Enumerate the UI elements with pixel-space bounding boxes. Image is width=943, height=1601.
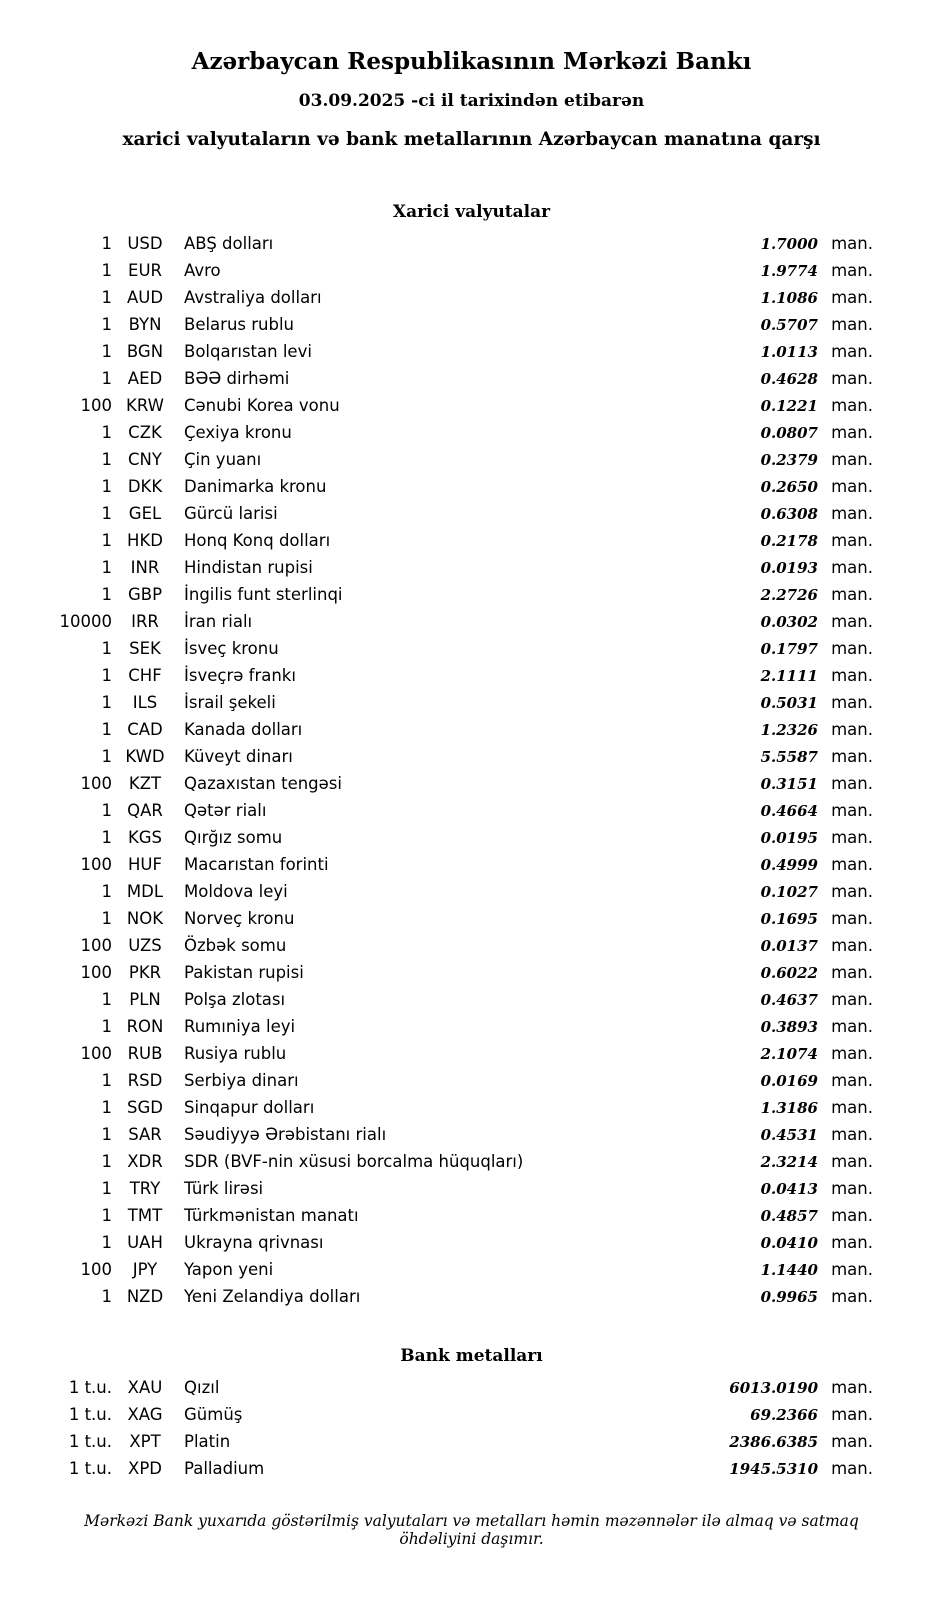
currency-unit-label: man.: [831, 558, 873, 577]
currency-unit-label: man.: [831, 1152, 873, 1171]
currency-name: Cənubi Korea vonu: [184, 396, 340, 415]
currency-row: [48, 581, 873, 608]
metal-rate: 2386.6385: [729, 1433, 818, 1451]
currency-code: DKK: [127, 477, 163, 496]
metal-row: [48, 1428, 873, 1455]
currency-rate: 0.4531: [760, 1126, 818, 1144]
currency-quantity: 1: [101, 423, 112, 442]
currency-code: HUF: [128, 855, 162, 874]
currency-name: Səudiyyə Ərəbistanı rialı: [184, 1125, 387, 1144]
currency-name: Honq Konq dolları: [184, 531, 331, 550]
currency-quantity: 1: [101, 369, 112, 388]
currency-quantity: 1: [101, 1287, 112, 1306]
metal-code: XPD: [128, 1459, 162, 1478]
metal-name: Qızıl: [184, 1378, 220, 1397]
currency-quantity: 1: [101, 531, 112, 550]
currency-name: Pakistan rupisi: [184, 963, 304, 982]
currency-name: Hindistan rupisi: [184, 558, 313, 577]
currency-rate: 0.2650: [760, 478, 818, 496]
currency-name: Moldova leyi: [184, 882, 288, 901]
metal-unit-label: man.: [831, 1459, 873, 1478]
currency-code: TRY: [129, 1179, 161, 1198]
currency-quantity: 1: [101, 504, 112, 523]
currency-unit-label: man.: [831, 369, 873, 388]
metal-unit-label: man.: [831, 1378, 873, 1397]
currency-quantity: 100: [80, 936, 112, 955]
currency-quantity: 1: [101, 585, 112, 604]
currency-quantity: 1: [101, 477, 112, 496]
currency-unit-label: man.: [831, 801, 873, 820]
currency-unit-label: man.: [831, 531, 873, 550]
currency-rate: 2.1074: [760, 1045, 818, 1063]
currency-quantity: 1: [101, 234, 112, 253]
currency-quantity: 1: [101, 450, 112, 469]
currency-quantity: 1: [101, 1098, 112, 1117]
currency-unit-label: man.: [831, 936, 873, 955]
currency-code: USD: [127, 234, 163, 253]
currency-name: Qətər rialı: [184, 801, 267, 820]
currency-row: [48, 1229, 873, 1256]
currency-unit-label: man.: [831, 288, 873, 307]
currency-code: BGN: [126, 342, 164, 361]
currency-quantity: 1: [101, 1071, 112, 1090]
currency-code: CNY: [128, 450, 162, 469]
currency-unit-label: man.: [831, 1044, 873, 1063]
metal-quantity: 1 t.u.: [68, 1405, 112, 1424]
currency-unit-label: man.: [831, 720, 873, 739]
metal-rate: 1945.5310: [729, 1460, 818, 1478]
currency-row: [48, 878, 873, 905]
currency-rate: 0.6308: [760, 505, 818, 523]
currency-rate: 0.4637: [760, 991, 818, 1009]
currency-quantity: 1: [101, 1233, 112, 1252]
currency-row: [48, 986, 873, 1013]
currency-code: RSD: [127, 1071, 163, 1090]
currency-rate: 0.3893: [760, 1018, 818, 1036]
currency-code: KRW: [126, 396, 164, 415]
currency-code: CAD: [127, 720, 163, 739]
currency-row: [48, 635, 873, 662]
currency-name: SDR (BVF-nin xüsusi borcalma hüquqları): [184, 1152, 524, 1171]
currency-rate: 0.1027: [760, 883, 818, 901]
currency-row: [48, 1202, 873, 1229]
currency-name: Avstraliya dolları: [184, 288, 322, 307]
currency-unit-label: man.: [831, 1260, 873, 1279]
currency-rate: 0.5031: [760, 694, 818, 712]
currency-unit-label: man.: [831, 882, 873, 901]
currency-unit-label: man.: [831, 774, 873, 793]
currency-code: IRR: [131, 612, 159, 631]
metals-section-title: Bank metalları: [400, 1346, 543, 1366]
currency-row: [48, 770, 873, 797]
currency-row: [48, 905, 873, 932]
currency-rate: 0.0807: [760, 424, 818, 442]
currency-code: INR: [130, 558, 160, 577]
currency-unit-label: man.: [831, 1071, 873, 1090]
metal-row: [48, 1401, 873, 1428]
currency-code: CHF: [128, 666, 162, 685]
currency-row: [48, 689, 873, 716]
currency-quantity: 100: [80, 963, 112, 982]
currency-unit-label: man.: [831, 342, 873, 361]
currency-code: GBP: [127, 585, 163, 604]
currency-row: [48, 1013, 873, 1040]
currency-name: Danimarka kronu: [184, 477, 327, 496]
currency-row: [48, 365, 873, 392]
currency-rate: 0.9965: [760, 1288, 818, 1306]
currency-row: [48, 1175, 873, 1202]
currency-unit-label: man.: [831, 1233, 873, 1252]
currency-rate: 0.6022: [760, 964, 818, 982]
currency-unit-label: man.: [831, 963, 873, 982]
currency-unit-label: man.: [831, 828, 873, 847]
currency-code: AUD: [126, 288, 164, 307]
currency-name: Kanada dolları: [184, 720, 303, 739]
currency-code: BYN: [128, 315, 162, 334]
currency-quantity: 100: [80, 855, 112, 874]
currency-name: İsrail şekeli: [184, 693, 276, 712]
currency-name: Polşa zlotası: [184, 990, 286, 1009]
currency-name: Türk lirəsi: [184, 1179, 264, 1198]
page-subtitle: xarici valyutaların və bank metallarının Azərbaycan manatına qarşı: [122, 129, 821, 150]
currency-row: [48, 338, 873, 365]
currency-row: [48, 851, 873, 878]
currency-rate: 0.2178: [760, 532, 818, 550]
currency-rate: 1.1440: [760, 1261, 818, 1279]
currency-quantity: 1: [101, 801, 112, 820]
currency-name: Türkmənistan manatı: [184, 1206, 359, 1225]
currency-code: KGS: [127, 828, 163, 847]
currency-code: PKR: [128, 963, 162, 982]
page-title: Azərbaycan Respublikasının Mərkəzi Bankı: [191, 48, 752, 75]
currency-quantity: 1: [101, 693, 112, 712]
currency-rate: 2.2726: [760, 586, 818, 604]
currency-row: [48, 743, 873, 770]
currency-name: İran rialı: [184, 612, 253, 631]
currency-quantity: 1: [101, 1179, 112, 1198]
currency-name: Özbək somu: [184, 936, 287, 955]
currency-row: [48, 1283, 873, 1310]
currency-quantity: 1: [101, 747, 112, 766]
currency-unit-label: man.: [831, 747, 873, 766]
currency-code: AED: [127, 369, 163, 388]
currency-name: Sinqapur dolları: [184, 1098, 315, 1117]
currency-name: Gürcü larisi: [184, 504, 278, 523]
currency-rate: 0.2379: [760, 451, 818, 469]
currency-quantity: 1: [101, 990, 112, 1009]
currency-row: [48, 1256, 873, 1283]
metal-code: XPT: [129, 1432, 161, 1451]
currency-unit-label: man.: [831, 1179, 873, 1198]
currency-code: UZS: [128, 936, 162, 955]
currency-row: [48, 419, 873, 446]
currency-rate: 0.0193: [760, 559, 818, 577]
currency-unit-label: man.: [831, 261, 873, 280]
metal-unit-label: man.: [831, 1432, 873, 1451]
currency-unit-label: man.: [831, 1098, 873, 1117]
currency-row: [48, 1040, 873, 1067]
currency-rate: 0.0413: [760, 1180, 818, 1198]
currency-rate: 0.4999: [760, 856, 818, 874]
currency-quantity: 10000: [59, 612, 112, 631]
currency-code: CZK: [128, 423, 162, 442]
currency-row: [48, 824, 873, 851]
currency-code: XDR: [127, 1152, 163, 1171]
currency-quantity: 1: [101, 666, 112, 685]
currency-row: [48, 284, 873, 311]
metal-code: XAU: [127, 1378, 163, 1397]
currency-name: BƏƏ dirhəmi: [184, 369, 290, 388]
currency-row: [48, 446, 873, 473]
currency-row: [48, 662, 873, 689]
currency-code: HKD: [127, 531, 163, 550]
currency-unit-label: man.: [831, 1125, 873, 1144]
currency-unit-label: man.: [831, 1206, 873, 1225]
currency-quantity: 1: [101, 558, 112, 577]
currency-unit-label: man.: [831, 477, 873, 496]
currency-rate: 1.0113: [760, 343, 818, 361]
currency-unit-label: man.: [831, 234, 873, 253]
currency-name: Macarıstan forinti: [184, 855, 329, 874]
currency-name: İsveç kronu: [184, 639, 279, 658]
currency-unit-label: man.: [831, 693, 873, 712]
currency-quantity: 1: [101, 720, 112, 739]
currency-row: [48, 1121, 873, 1148]
currency-quantity: 1: [101, 639, 112, 658]
currency-row: [48, 1094, 873, 1121]
currency-rate: 0.1221: [760, 397, 818, 415]
currency-quantity: 1: [101, 342, 112, 361]
currency-unit-label: man.: [831, 1017, 873, 1036]
metal-rate: 69.2366: [750, 1406, 818, 1424]
currency-unit-label: man.: [831, 612, 873, 631]
currency-unit-label: man.: [831, 639, 873, 658]
currency-quantity: 1: [101, 828, 112, 847]
currency-rate: 0.0169: [760, 1072, 818, 1090]
currency-rate: 0.0195: [760, 829, 818, 847]
currency-name: Yeni Zelandiya dolları: [184, 1287, 361, 1306]
currency-code: NOK: [126, 909, 164, 928]
currency-code: ILS: [132, 693, 158, 712]
currency-row: [48, 311, 873, 338]
currency-unit-label: man.: [831, 396, 873, 415]
currency-code: MDL: [126, 882, 164, 901]
metal-name: Platin: [184, 1432, 231, 1451]
currency-name: Serbiya dinarı: [184, 1071, 299, 1090]
currency-unit-label: man.: [831, 909, 873, 928]
currency-rate: 1.2326: [760, 721, 818, 739]
currency-name: Qırğız somu: [184, 828, 283, 847]
currency-rate: 0.3151: [760, 775, 818, 793]
currency-unit-label: man.: [831, 504, 873, 523]
currency-row: [48, 608, 873, 635]
metals-table: [0, 1374, 943, 1482]
currency-row: [48, 554, 873, 581]
currency-code: JPY: [132, 1260, 158, 1279]
currency-rate: 0.4857: [760, 1207, 818, 1225]
currency-name: Küveyt dinarı: [184, 747, 293, 766]
currency-name: Yapon yeni: [184, 1260, 274, 1279]
currency-code: SAR: [128, 1125, 162, 1144]
currency-quantity: 100: [80, 774, 112, 793]
currency-rate: 2.3214: [760, 1153, 818, 1171]
currency-name: Çexiya kronu: [184, 423, 292, 442]
currency-rate: 0.4664: [760, 802, 818, 820]
currency-unit-label: man.: [831, 990, 873, 1009]
metal-code: XAG: [127, 1405, 163, 1424]
metal-quantity: 1 t.u.: [68, 1432, 112, 1451]
currency-code: SEK: [129, 639, 161, 658]
currency-code: KZT: [128, 774, 162, 793]
currency-row: [48, 500, 873, 527]
currency-unit-label: man.: [831, 423, 873, 442]
currency-rate: 1.3186: [760, 1099, 818, 1117]
currency-code: NZD: [126, 1287, 164, 1306]
currency-quantity: 1: [101, 261, 112, 280]
currency-quantity: 1: [101, 909, 112, 928]
currency-rate: 2.1111: [760, 667, 818, 685]
currency-unit-label: man.: [831, 1287, 873, 1306]
currency-row: [48, 1067, 873, 1094]
currency-rate: 1.1086: [760, 289, 818, 307]
currency-quantity: 100: [80, 1260, 112, 1279]
currency-name: Rumıniya leyi: [184, 1017, 296, 1036]
currency-row: [48, 1148, 873, 1175]
currency-row: [48, 797, 873, 824]
currency-code: EUR: [128, 261, 162, 280]
currency-name: Bolqarıstan levi: [184, 342, 312, 361]
currency-row: [48, 527, 873, 554]
currency-unit-label: man.: [831, 585, 873, 604]
currency-name: Çin yuanı: [184, 450, 262, 469]
currency-quantity: 1: [101, 1206, 112, 1225]
metal-quantity: 1 t.u.: [68, 1459, 112, 1478]
currency-rate: 0.0302: [760, 613, 818, 631]
currency-rate: 0.1797: [760, 640, 818, 658]
currency-name: Ukrayna qrivnası: [184, 1233, 324, 1252]
currency-quantity: 100: [80, 396, 112, 415]
currency-quantity: 1: [101, 1017, 112, 1036]
currency-code: GEL: [128, 504, 162, 523]
currency-name: İsveçrə frankı: [184, 666, 296, 685]
currency-name: İngilis funt sterlinqi: [184, 585, 343, 604]
currency-name: Norveç kronu: [184, 909, 295, 928]
currency-unit-label: man.: [831, 855, 873, 874]
metal-rate: 6013.0190: [729, 1379, 818, 1397]
effective-date-line: 03.09.2025 -ci il tarixindən etibarən: [298, 91, 645, 111]
currency-unit-label: man.: [831, 666, 873, 685]
metal-row: [48, 1455, 873, 1482]
currency-row: [48, 392, 873, 419]
currency-name: Qazaxıstan tengəsi: [184, 774, 342, 793]
currency-name: Avro: [184, 261, 221, 280]
currency-unit-label: man.: [831, 450, 873, 469]
currency-code: SGD: [127, 1098, 163, 1117]
currency-row: [48, 257, 873, 284]
currency-quantity: 1: [101, 882, 112, 901]
currency-rate: 0.0137: [760, 937, 818, 955]
currency-rate: 0.0410: [760, 1234, 818, 1252]
currency-code: KWD: [125, 747, 165, 766]
currency-code: PLN: [129, 990, 161, 1009]
metal-quantity: 1 t.u.: [68, 1378, 112, 1397]
currency-code: TMT: [127, 1206, 163, 1225]
disclaimer-text: Mərkəzi Bank yuxarıda göstərilmiş valyutaları və metalları həmin məzənnələr ilə almaq və satmaq öhdəliyini daşımır.: [84, 1512, 859, 1548]
currency-rate: 0.1695: [760, 910, 818, 928]
currency-name: Rusiya rublu: [184, 1044, 287, 1063]
currency-code: RON: [126, 1017, 164, 1036]
currency-quantity: 1: [101, 1152, 112, 1171]
currency-rate: 0.5707: [760, 316, 818, 334]
currency-quantity: 1: [101, 315, 112, 334]
currency-name: ABŞ dolları: [184, 234, 274, 253]
currency-quantity: 100: [80, 1044, 112, 1063]
metal-name: Palladium: [184, 1459, 265, 1478]
metal-unit-label: man.: [831, 1405, 873, 1424]
currency-rate: 1.7000: [760, 235, 818, 253]
currency-unit-label: man.: [831, 315, 873, 334]
currency-code: RUB: [127, 1044, 163, 1063]
currency-row: [48, 716, 873, 743]
metal-name: Gümüş: [184, 1405, 243, 1424]
currency-rate: 5.5587: [760, 748, 818, 766]
currency-name: Belarus rublu: [184, 315, 295, 334]
currency-table: [0, 230, 943, 1310]
currency-code: QAR: [127, 801, 163, 820]
currency-row: [48, 932, 873, 959]
metal-row: [48, 1374, 873, 1401]
currency-rate: 0.4628: [760, 370, 818, 388]
currencies-section-title: Xarici valyutalar: [392, 202, 551, 222]
currency-code: UAH: [127, 1233, 163, 1252]
currency-row: [48, 230, 873, 257]
currency-row: [48, 473, 873, 500]
currency-quantity: 1: [101, 288, 112, 307]
currency-rate: 1.9774: [760, 262, 818, 280]
currency-row: [48, 959, 873, 986]
currency-quantity: 1: [101, 1125, 112, 1144]
